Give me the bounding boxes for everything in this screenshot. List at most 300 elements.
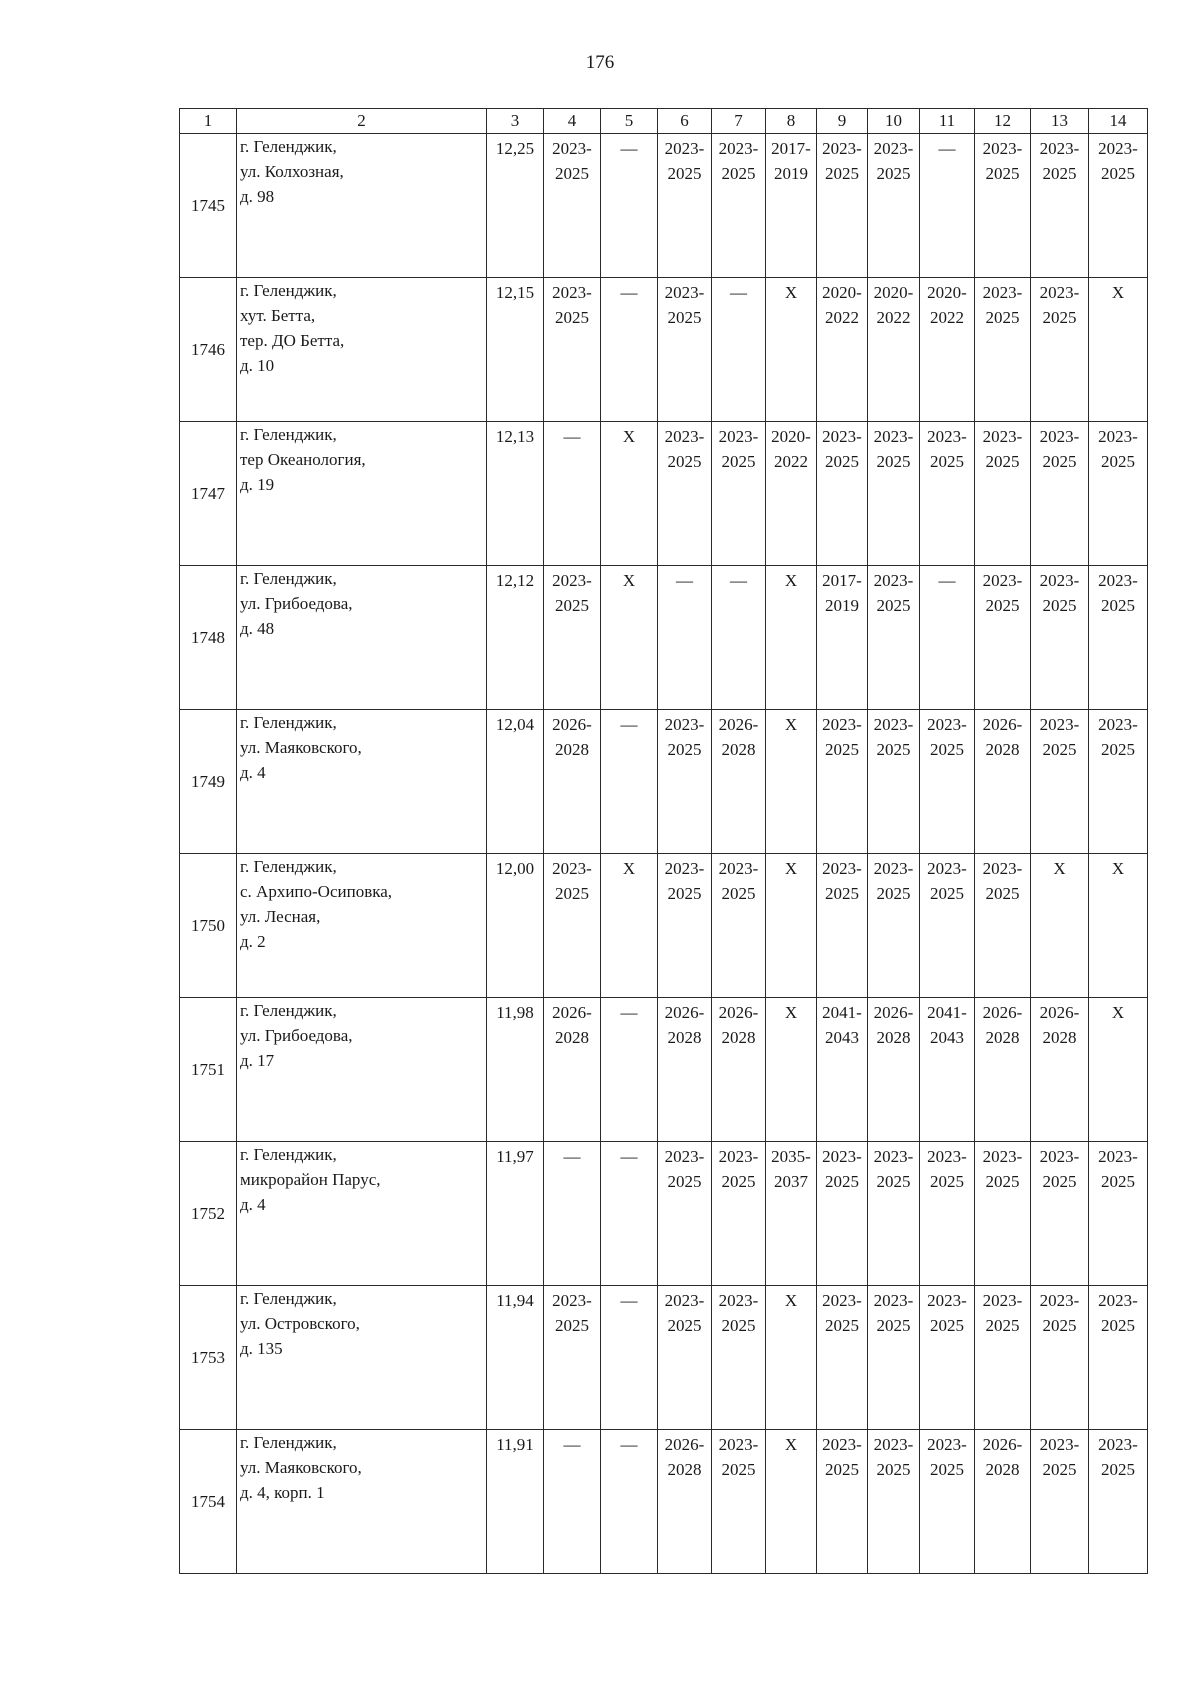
period-cell	[1031, 710, 1089, 854]
cell-line: 2023-	[664, 283, 705, 302]
row-number: 1752	[180, 1142, 237, 1286]
cell-line: 2025	[1042, 740, 1077, 759]
period-cell	[817, 710, 868, 854]
cell-line: 2023-	[718, 427, 759, 446]
cell-line: 2023-	[664, 1147, 705, 1166]
value-cell: 12,15	[487, 278, 544, 422]
address-cell	[237, 566, 487, 710]
period-cell	[544, 278, 601, 422]
period-cell	[817, 998, 868, 1142]
cell-line: 2026-	[552, 715, 592, 734]
cell-line: —	[620, 1003, 638, 1022]
header-cell: 4	[544, 109, 601, 134]
table-row	[180, 1430, 1148, 1574]
period-cell	[1031, 278, 1089, 422]
period-cell	[1089, 998, 1148, 1142]
address-line: д. 2	[240, 932, 266, 951]
cell-line: 2028	[985, 740, 1020, 759]
period-cell	[712, 854, 766, 998]
cell-line: 2043	[825, 1028, 859, 1047]
cell-line: 2025	[825, 1460, 859, 1479]
value-cell: 11,97	[487, 1142, 544, 1286]
period-cell	[975, 998, 1031, 1142]
cell-line: 2023-	[1098, 427, 1138, 446]
cell-line: 2023-	[664, 139, 705, 158]
cell-line: —	[563, 1147, 581, 1166]
address-cell	[237, 134, 487, 278]
cell-line: 2028	[721, 1028, 756, 1047]
period-cell	[920, 134, 975, 278]
cell-line: 2023-	[1039, 571, 1080, 590]
period-cell	[868, 1142, 920, 1286]
cell-line: 2028	[985, 1460, 1020, 1479]
cell-line: X	[1053, 859, 1066, 878]
period-cell	[868, 566, 920, 710]
period-cell	[1089, 422, 1148, 566]
period-cell	[1031, 998, 1089, 1142]
header-cell: 8	[766, 109, 817, 134]
cell-line: 2023-	[982, 139, 1023, 158]
cell-line: 2023-	[664, 715, 705, 734]
period-cell	[920, 1142, 975, 1286]
period-cell	[1031, 566, 1089, 710]
cell-line: 2023-	[822, 1435, 862, 1454]
cell-line: 2020-	[927, 283, 967, 302]
cell-line: 2025	[1101, 164, 1135, 183]
cell-line: —	[730, 283, 747, 302]
period-cell	[920, 854, 975, 998]
period-cell	[544, 854, 601, 998]
period-cell	[712, 566, 766, 710]
cell-line: 2028	[555, 1028, 589, 1047]
period-cell	[817, 1430, 868, 1574]
row-number: 1754	[180, 1430, 237, 1574]
cell-line: 2025	[876, 1460, 911, 1479]
cell-line: 2023-	[1039, 139, 1080, 158]
cell-line: 2037	[774, 1172, 808, 1191]
cell-line: 2025	[876, 1316, 911, 1335]
cell-line: —	[676, 571, 693, 590]
cell-line: 2026-	[552, 1003, 592, 1022]
cell-line: 2025	[876, 452, 911, 471]
cell-line: 2023-	[1039, 1435, 1080, 1454]
address-line: д. 135	[240, 1339, 283, 1358]
period-cell	[712, 1142, 766, 1286]
cell-line: 2025	[876, 884, 911, 903]
cell-line: 2025	[876, 740, 911, 759]
period-cell	[766, 422, 817, 566]
period-cell	[766, 278, 817, 422]
cell-line: X	[622, 427, 636, 446]
cell-line: 2023-	[1098, 571, 1138, 590]
cell-line: 2023-	[1098, 1147, 1138, 1166]
period-cell	[601, 710, 658, 854]
cell-line: X	[1111, 859, 1125, 878]
address-line: г. Геленджик,	[240, 425, 337, 444]
table-row	[180, 710, 1148, 854]
cell-line: 2025	[721, 1460, 756, 1479]
cell-line: 2023-	[552, 859, 592, 878]
cell-line: 2026-	[982, 1003, 1023, 1022]
cell-line: 2043	[930, 1028, 964, 1047]
address-cell	[237, 998, 487, 1142]
period-cell	[658, 710, 712, 854]
address-line: ул. Грибоедова,	[240, 1026, 353, 1045]
period-cell	[817, 854, 868, 998]
cell-line: 2023-	[664, 1291, 705, 1310]
cell-line: 2025	[985, 164, 1020, 183]
cell-line: 2022	[930, 308, 964, 327]
cell-line: 2022	[774, 452, 808, 471]
cell-line: 2025	[985, 1316, 1020, 1335]
row-number: 1750	[180, 854, 237, 998]
address-line: хут. Бетта,	[240, 306, 316, 325]
header-cell: 9	[817, 109, 868, 134]
period-cell	[920, 998, 975, 1142]
period-cell	[658, 1430, 712, 1574]
cell-line: 2023-	[822, 859, 862, 878]
cell-line: 2023-	[873, 859, 914, 878]
cell-line: 2023-	[982, 571, 1023, 590]
address-line: тер. ДО Бетта,	[240, 331, 345, 350]
value-cell: 12,12	[487, 566, 544, 710]
cell-line: 2025	[555, 884, 589, 903]
cell-line: 2025	[825, 884, 859, 903]
period-cell	[544, 566, 601, 710]
address-line: ул. Маяковского,	[240, 1458, 362, 1477]
cell-line: 2025	[721, 884, 756, 903]
row-number: 1751	[180, 998, 237, 1142]
period-cell	[1089, 134, 1148, 278]
cell-line: 2023-	[664, 427, 705, 446]
cell-line: 2023-	[873, 1291, 914, 1310]
cell-line: 2023-	[718, 139, 759, 158]
cell-line: 2025	[667, 884, 702, 903]
period-cell	[868, 1286, 920, 1430]
header-cell: 3	[487, 109, 544, 134]
cell-line: 2025	[667, 452, 702, 471]
period-cell	[766, 1142, 817, 1286]
cell-line: X	[784, 1291, 798, 1310]
cell-line: 2023-	[822, 1147, 862, 1166]
row-number: 1747	[180, 422, 237, 566]
cell-line: 2025	[876, 1172, 911, 1191]
cell-line: 2025	[1101, 1460, 1135, 1479]
cell-line: 2023-	[552, 283, 592, 302]
cell-line: 2023-	[718, 1435, 759, 1454]
table-row	[180, 566, 1148, 710]
cell-line: 2017-	[822, 571, 862, 590]
period-cell	[658, 998, 712, 1142]
period-cell	[1089, 710, 1148, 854]
value-cell: 12,00	[487, 854, 544, 998]
cell-line: 2025	[1042, 164, 1077, 183]
period-cell	[712, 998, 766, 1142]
cell-line: 2023-	[982, 1291, 1023, 1310]
cell-line: 2023-	[1039, 715, 1080, 734]
cell-line: 2023-	[664, 859, 705, 878]
cell-line: 2019	[825, 596, 859, 615]
address-line: микрорайон Парус,	[240, 1170, 381, 1189]
address-cell	[237, 854, 487, 998]
cell-line: 2025	[1042, 1316, 1077, 1335]
value-cell: 11,94	[487, 1286, 544, 1430]
cell-line: 2023-	[873, 715, 914, 734]
period-cell	[1031, 1286, 1089, 1430]
cell-line: 2028	[721, 740, 756, 759]
period-cell	[601, 998, 658, 1142]
cell-line: 2023-	[718, 1291, 759, 1310]
cell-line: 2028	[667, 1028, 702, 1047]
cell-line: 2023-	[982, 427, 1023, 446]
cell-line: 2025	[930, 1460, 964, 1479]
cell-line: 2025	[985, 596, 1020, 615]
address-line: тер Океанология,	[240, 450, 366, 469]
row-number: 1748	[180, 566, 237, 710]
value-cell: 11,98	[487, 998, 544, 1142]
period-cell	[601, 278, 658, 422]
address-cell	[237, 710, 487, 854]
cell-line: 2026-	[982, 1435, 1023, 1454]
cell-line: X	[784, 1435, 798, 1454]
cell-line: 2025	[1101, 1172, 1135, 1191]
cell-line: 2025	[930, 452, 964, 471]
cell-line: 2025	[555, 596, 589, 615]
cell-line: 2022	[876, 308, 911, 327]
period-cell	[868, 422, 920, 566]
cell-line: 2025	[1101, 452, 1135, 471]
period-cell	[1031, 1430, 1089, 1574]
cell-line: 2023-	[873, 139, 914, 158]
cell-line: 2028	[876, 1028, 911, 1047]
cell-line: X	[1111, 1003, 1125, 1022]
address-line: г. Геленджик,	[240, 137, 337, 156]
cell-line: 2025	[1042, 596, 1077, 615]
table-row	[180, 854, 1148, 998]
value-cell: 11,91	[487, 1430, 544, 1574]
cell-line: 2025	[721, 452, 756, 471]
cell-line: 2023-	[1039, 1291, 1080, 1310]
address-line: г. Геленджик,	[240, 713, 337, 732]
period-cell	[920, 422, 975, 566]
cell-line: 2025	[1042, 1172, 1077, 1191]
period-cell	[817, 566, 868, 710]
cell-line: —	[620, 715, 638, 734]
cell-line: 2035-	[771, 1147, 811, 1166]
period-cell	[975, 134, 1031, 278]
address-line: д. 10	[240, 356, 275, 375]
header-cell: 11	[920, 109, 975, 134]
page-number: 176	[585, 52, 615, 73]
address-line: г. Геленджик,	[240, 1289, 337, 1308]
period-cell	[712, 422, 766, 566]
cell-line: 2026-	[664, 1435, 705, 1454]
cell-line: 2023-	[927, 859, 967, 878]
cell-line: 2025	[667, 740, 702, 759]
cell-line: 2025	[555, 164, 589, 183]
period-cell	[817, 1142, 868, 1286]
period-cell	[975, 566, 1031, 710]
period-cell	[817, 134, 868, 278]
period-cell	[601, 1430, 658, 1574]
period-cell	[975, 1430, 1031, 1574]
header-cell: 13	[1031, 109, 1089, 134]
period-cell	[1089, 854, 1148, 998]
cell-line: 2017-	[771, 139, 811, 158]
address-line: д. 4	[240, 1195, 266, 1214]
cell-line: —	[938, 139, 956, 158]
period-cell	[975, 1286, 1031, 1430]
cell-line: 2023-	[552, 1291, 592, 1310]
data-table	[179, 108, 1148, 1574]
period-cell	[1031, 1142, 1089, 1286]
cell-line: —	[620, 1147, 638, 1166]
cell-line: —	[563, 1435, 581, 1454]
header-cell: 10	[868, 109, 920, 134]
cell-line: 2023-	[873, 1147, 914, 1166]
period-cell	[712, 134, 766, 278]
period-cell	[601, 134, 658, 278]
table-row	[180, 1142, 1148, 1286]
cell-line: 2025	[825, 1172, 859, 1191]
period-cell	[975, 710, 1031, 854]
cell-line: 2023-	[927, 427, 967, 446]
cell-line: 2026-	[982, 715, 1023, 734]
cell-line: 2025	[985, 884, 1020, 903]
period-cell	[1089, 278, 1148, 422]
cell-line: 2025	[1101, 740, 1135, 759]
cell-line: X	[784, 283, 798, 302]
address-line: ул. Островского,	[240, 1314, 360, 1333]
address-line: д. 98	[240, 187, 275, 206]
period-cell	[658, 278, 712, 422]
address-line: г. Геленджик,	[240, 1001, 337, 1020]
period-cell	[712, 1430, 766, 1574]
period-cell	[766, 1286, 817, 1430]
cell-line: 2026-	[873, 1003, 914, 1022]
header-cell: 12	[975, 109, 1031, 134]
cell-line: 2025	[1101, 596, 1135, 615]
period-cell	[658, 1286, 712, 1430]
table-row	[180, 422, 1148, 566]
cell-line: 2023-	[927, 1435, 967, 1454]
period-cell	[920, 1430, 975, 1574]
cell-line: X	[784, 1003, 798, 1022]
cell-line: 2023-	[873, 1435, 914, 1454]
cell-line: X	[784, 715, 798, 734]
cell-line: 2023-	[822, 139, 862, 158]
cell-line: 2028	[555, 740, 589, 759]
period-cell	[975, 422, 1031, 566]
period-cell	[1089, 1286, 1148, 1430]
header-cell: 14	[1089, 109, 1148, 134]
period-cell	[1031, 134, 1089, 278]
cell-line: 2023-	[927, 1291, 967, 1310]
cell-line: 2020-	[873, 283, 914, 302]
cell-line: 2023-	[552, 571, 592, 590]
period-cell	[658, 1142, 712, 1286]
period-cell	[712, 278, 766, 422]
cell-line: 2025	[985, 308, 1020, 327]
period-cell	[920, 1286, 975, 1430]
period-cell	[712, 710, 766, 854]
period-cell	[658, 854, 712, 998]
cell-line: —	[620, 139, 638, 158]
header-cell: 1	[180, 109, 237, 134]
table-body	[180, 134, 1148, 1574]
row-number: 1746	[180, 278, 237, 422]
cell-line: 2023-	[1098, 1291, 1138, 1310]
cell-line: 2025	[721, 1172, 756, 1191]
cell-line: 2019	[774, 164, 808, 183]
period-cell	[601, 566, 658, 710]
cell-line: —	[620, 283, 638, 302]
cell-line: 2028	[985, 1028, 1020, 1047]
period-cell	[1089, 566, 1148, 710]
table-header	[180, 109, 1148, 134]
cell-line: 2025	[876, 596, 911, 615]
period-cell	[544, 710, 601, 854]
cell-line: X	[1111, 283, 1125, 302]
value-cell: 12,25	[487, 134, 544, 278]
cell-line: —	[620, 1435, 638, 1454]
cell-line: 2025	[825, 452, 859, 471]
cell-line: 2023-	[718, 1147, 759, 1166]
cell-line: 2041-	[927, 1003, 967, 1022]
cell-line: 2028	[667, 1460, 702, 1479]
value-cell: 12,13	[487, 422, 544, 566]
cell-line: 2025	[825, 164, 859, 183]
row-number: 1745	[180, 134, 237, 278]
cell-line: 2020-	[771, 427, 811, 446]
address-line: г. Геленджик,	[240, 1145, 337, 1164]
address-cell	[237, 1286, 487, 1430]
cell-line: 2025	[930, 1172, 964, 1191]
period-cell	[766, 854, 817, 998]
period-cell	[868, 998, 920, 1142]
address-line: с. Архипо-Осиповка,	[240, 882, 393, 901]
period-cell	[920, 566, 975, 710]
cell-line: 2023-	[927, 715, 967, 734]
table-row	[180, 1286, 1148, 1430]
address-line: ул. Колхозная,	[240, 162, 344, 181]
cell-line: X	[622, 571, 636, 590]
table-row	[180, 278, 1148, 422]
cell-line: 2025	[825, 1316, 859, 1335]
cell-line: 2026-	[718, 715, 759, 734]
cell-line: 2025	[876, 164, 911, 183]
cell-line: 2025	[667, 1172, 702, 1191]
address-line: г. Геленджик,	[240, 1433, 337, 1452]
header-cell: 6	[658, 109, 712, 134]
address-cell	[237, 422, 487, 566]
cell-line: 2022	[825, 308, 859, 327]
period-cell	[544, 1286, 601, 1430]
period-cell	[868, 134, 920, 278]
period-cell	[544, 1142, 601, 1286]
period-cell	[544, 422, 601, 566]
cell-line: 2025	[667, 164, 702, 183]
cell-line: X	[784, 571, 798, 590]
cell-line: 2023-	[1098, 139, 1138, 158]
address-line: д. 48	[240, 619, 275, 638]
address-line: д. 4, корп. 1	[240, 1483, 325, 1502]
period-cell	[766, 998, 817, 1142]
period-cell	[975, 1142, 1031, 1286]
cell-line: 2026-	[718, 1003, 759, 1022]
cell-line: —	[938, 571, 956, 590]
period-cell	[1031, 422, 1089, 566]
